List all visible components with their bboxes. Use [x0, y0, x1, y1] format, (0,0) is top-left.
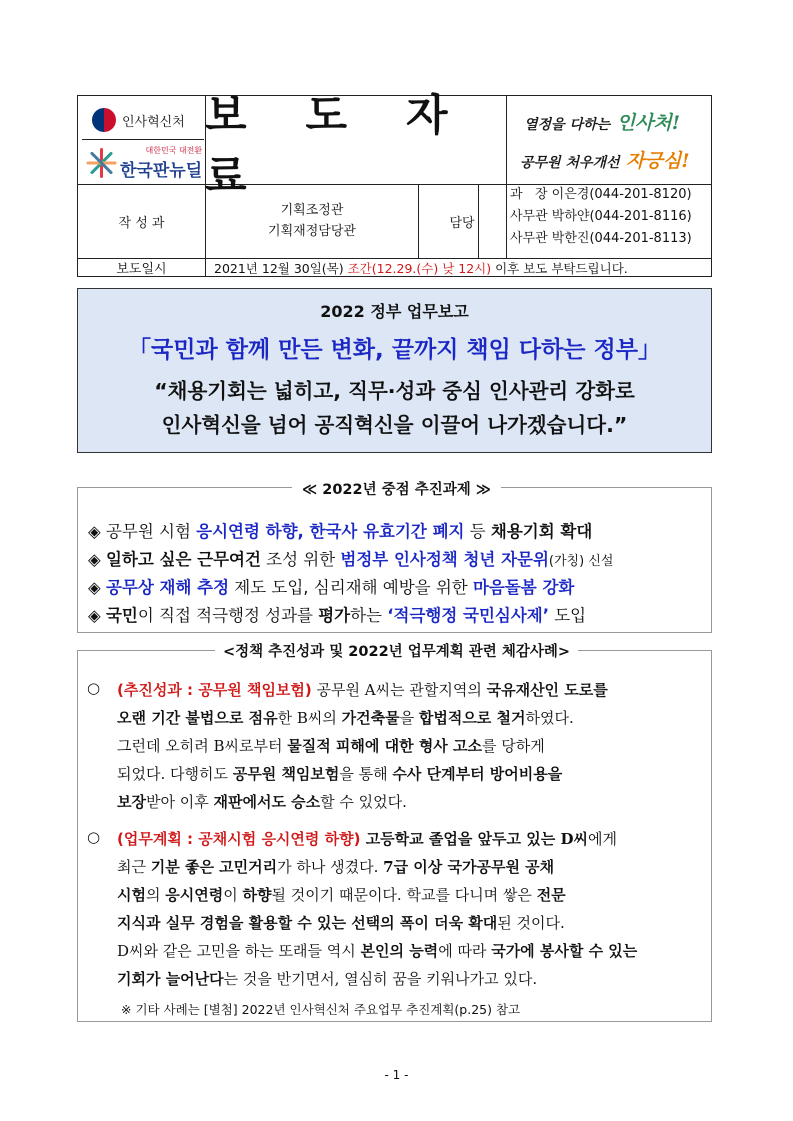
headline-subtitle: 2022 정부 업무보고 [320, 302, 469, 321]
contact-label: 담당 [449, 215, 475, 231]
case1-line: (추진성과 : 공무원 책임보험) 공무원 A씨는 관할지역의 국유재산인 도로를 [117, 681, 608, 699]
newdeal-tagline: 대한민국 대전환 [145, 146, 203, 155]
taegeuk-icon [92, 108, 116, 132]
contact-item: 사무관 박하얀(044-201-8116) [510, 209, 692, 224]
case1-line: 그런데 오히려 B씨로부터 물질적 피해에 대한 형사 고소를 당하게 [117, 737, 545, 755]
burst-icon [86, 148, 116, 178]
headline-quote: “채용기회는 넓히고, 직무·성과 중심 인사관리 강화로 인사혁신을 넘어 공직혁신을 이끌어 나가겠습니다.” [154, 379, 635, 437]
newdeal-logo [82, 141, 204, 185]
contact-list [510, 184, 692, 250]
case2-line: 시험의 응시연령이 하향될 것이기 때문이다. 학교를 다니며 쌓은 전문 [117, 886, 566, 904]
key-tasks-title: ≪ 2022년 중점 추진과제 ≫ [0, 478, 793, 499]
headline-box [77, 288, 712, 453]
case1-line: 보장받아 이후 재판에서도 승소할 수 있었다. [117, 793, 407, 811]
cases-title: <정책 추진성과 및 2022년 업무계획 관련 체감사례> [0, 640, 793, 661]
key-task-item: ◈ 국민이 직접 적극행정 성과를 평가하는 ‘적극행정 국민심사제’ 도입 [88, 606, 587, 625]
case-bullet: ○ [87, 828, 101, 846]
date-label: 보도일시 [116, 262, 167, 277]
case1-line: 되었다. 다행히도 공무원 책임보험을 통해 수사 단계부터 방어비용을 [117, 765, 563, 783]
contact-item: 과 장 이은경(044-201-8120) [510, 187, 692, 202]
headline-title: 「국민과 함께 만든 변화, 끝까지 책임 다하는 정부」 [128, 337, 661, 363]
slogan-logo: 열정을 다하는 인사처! 공무원 처우개선 자긍심! [520, 112, 690, 172]
newdeal-name: 한국판뉴딜 [120, 161, 203, 181]
case2-line: D씨와 같은 고민을 하는 또래들 역시 본인의 능력에 따라 국가에 봉사할 수 있는 [117, 942, 638, 960]
key-task-item: ◈ 공무상 재해 추정 제도 도입, 심리재해 예방을 위한 마음돌봄 강화 [88, 578, 575, 597]
page-title: 보 도 자 료 [205, 91, 470, 202]
page-number: - 1 - [384, 1068, 409, 1082]
contact-item: 사무관 박한진(044-201-8113) [510, 231, 692, 246]
dept-label: 작 성 과 [118, 215, 165, 231]
case2-line: (업무계획 : 공채시험 응시연령 하향) 고등학교 졸업을 앞두고 있는 D씨에게 [117, 830, 617, 848]
key-task-item: ◈ 일하고 싶은 근무여건 조성 위한 범정부 인사정책 청년 자문위(가칭) 신설 [88, 550, 614, 569]
key-task-item: ◈ 공무원 시험 응시연령 하향, 한국사 유효기간 폐지 등 채용기회 확대 [88, 522, 593, 541]
dept-names: 기획조정관 기획재정담당관 [268, 203, 356, 239]
release-date: 2021년 12월 30일(목) 조간(12.29.(수) 낮 12시) 이후 보도 부탁드립니다. [214, 261, 628, 276]
ministry-logo [82, 101, 204, 140]
reference-note: ※ 기타 사례는 [별첨] 2022년 인사혁신처 주요업무 추진계획(p.25) 참고 [121, 1002, 521, 1017]
case2-line: 지식과 실무 경험을 활용할 수 있는 선택의 폭이 더욱 확대된 것이다. [117, 914, 565, 932]
case2-line: 기회가 늘어난다는 것을 반기면서, 열심히 꿈을 키워나가고 있다. [117, 970, 538, 988]
case1-line: 오랜 기간 불법으로 점유한 B씨의 가건축물을 합법적으로 철거하였다. [117, 709, 574, 727]
case2-line: 최근 기분 좋은 고민거리가 하나 생겼다. 7급 이상 국가공무원 공채 [117, 858, 555, 876]
ministry-name: 인사혁신처 [122, 114, 185, 130]
case-bullet: ○ [87, 679, 101, 697]
